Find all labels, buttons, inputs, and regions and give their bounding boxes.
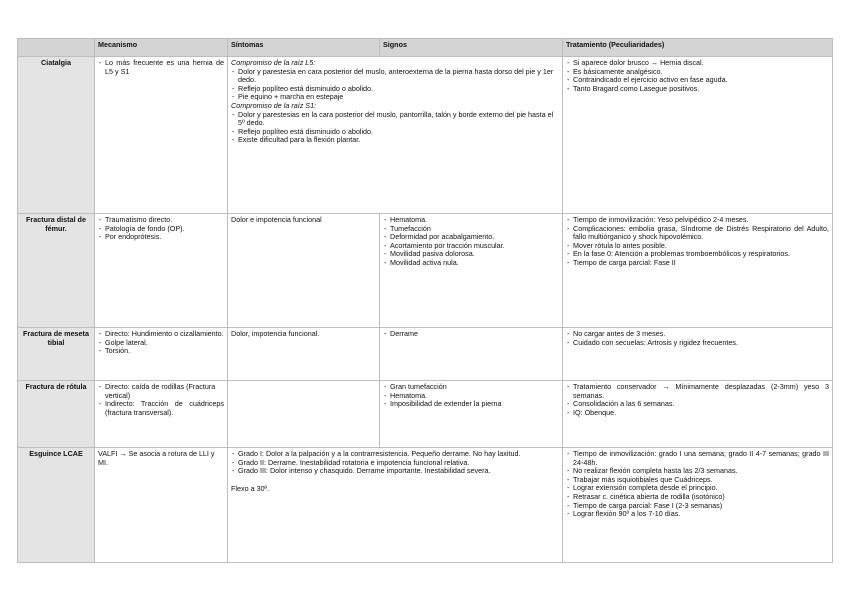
list-item: - Gran tumefacción <box>383 383 559 392</box>
list-item: - No cargar antes de 3 meses. <box>566 330 829 339</box>
mecanismo-cell <box>95 57 228 214</box>
l5-title: Compromiso de la raíz L5: <box>231 58 316 67</box>
list-item: - En la fase 0: Atención a problemas tromboembólicos y respiratorios. <box>566 250 829 259</box>
list-item: - Retrasar c. cinética abierta de rodilla (isotónico) <box>566 493 829 502</box>
header-tratamiento: Tratamiento (Peculiaridades) <box>563 39 833 57</box>
list-item: - Reflejo poplíteo está disminuido o abolido. <box>231 85 559 94</box>
table-row-fractura-femur <box>18 214 833 328</box>
row-label: Fractura de meseta tibial <box>18 328 95 381</box>
mecanismo-cell <box>95 381 228 448</box>
list-item: - Dolor y parestesias en la cara posterior del muslo, pantorrilla, talón y borde externo del pie hasta el 5º dedo. <box>231 111 559 128</box>
list-item: - Complicaciones: embolia grasa, Síndrome de Distrés Respiratorio del Adulto, fallo multiórganico y shock hipovolémico. <box>566 225 829 242</box>
list-item: - Deformidad por acabalgamiento. <box>383 233 559 242</box>
signos-cell <box>380 381 563 448</box>
list-item: - Si aparece dolor brusco → Hernia discal. <box>566 59 829 68</box>
list-item: - Lograr flexión 90º a los 7-10 días. <box>566 510 829 519</box>
row-label: Esguince LCAE <box>18 448 95 563</box>
table-row-rotula <box>18 381 833 448</box>
list-item: - Es básicamente analgésico. <box>566 68 829 77</box>
list-item: - No realizar flexión completa hasta las 2/3 semanas. <box>566 467 829 476</box>
list-item: - Por endoprótesis. <box>98 233 224 242</box>
list-item: - Movilidad pasiva dolorosa. <box>383 250 559 259</box>
list-item: - Reflejo poplíteo está disminuido o abolido. <box>231 128 559 137</box>
list-item: - Consolidación a las 6 semanas. <box>566 400 829 409</box>
list-item: - Directo: Hundimiento o cizallamiento. <box>98 330 224 339</box>
list-item: - Hematoma. <box>383 216 559 225</box>
sintomas-cell <box>228 381 380 448</box>
table-row-meseta-tibial <box>18 328 833 381</box>
list-item: - Tratamiento conservador → Mínimamente desplazadas (2-3mm) yeso 3 semanas. <box>566 383 829 400</box>
list-item: - Lograr extensión completa desde el principio. <box>566 484 829 493</box>
flexo-note: Flexo a 30º. <box>231 483 270 493</box>
s1-title: Compromiso de la raíz S1: <box>231 100 317 110</box>
header-row <box>18 39 833 57</box>
sintomas-signos-cell <box>228 448 563 563</box>
tratamiento-cell <box>563 381 833 448</box>
signos-cell <box>380 214 563 328</box>
row-label: Ciatalgia <box>18 57 95 214</box>
mecanismo-cell <box>95 214 228 328</box>
list-item: - Grado II: Derrame. Inestabilidad rotatoria e impotencia funcional relativa. <box>231 459 559 468</box>
list-item: - Tumefacción <box>383 225 559 234</box>
list-item: - Mover rótula lo antes posible. <box>566 242 829 251</box>
header-signos: Signos <box>380 39 563 57</box>
list-item: - Lo más frecuente es una hernia de L5 y S1 <box>98 59 224 76</box>
list-item: - Contraindicado el ejercicio activo en fase aguda. <box>566 76 829 85</box>
mecanismo-cell <box>95 328 228 381</box>
list-item: - Dolor y parestesia en cara posterior del muslo, anteroexterna de la pierna hasta dorso del pie y 1er dedo. <box>231 68 559 85</box>
list-item: - Existe dificultad para la flexión plantar. <box>231 136 559 145</box>
list-item: - Trabajar más isquiotibiales que Cuádriceps. <box>566 476 829 485</box>
tratamiento-cell <box>563 57 833 214</box>
list-item: - Hematoma. <box>383 392 559 401</box>
mecanismo-cell: VALFI → Se asocia a rotura de LLI y MI. <box>95 448 228 563</box>
sintomas-signos-cell <box>228 57 563 214</box>
pathology-table <box>17 38 833 563</box>
list-item: - Imposibilidad de extender la pierna <box>383 400 559 409</box>
table-row-ciatalgia <box>18 57 833 214</box>
list-item: - Directo: caída de rodillas (Fractura vertical) <box>98 383 224 400</box>
list-item: - Patología de fondo (OP). <box>98 225 224 234</box>
list-item: - Tanto Bragard como Lasegue positivos. <box>566 85 829 94</box>
list-item: - Torsión. <box>98 347 224 356</box>
header-blank <box>18 39 95 57</box>
tratamiento-cell <box>563 328 833 381</box>
list-item: - Grado I: Dolor a la palpación y a la contrarresistencia. Pequeño derrame. No hay laxitud. <box>231 450 559 459</box>
row-label: Fractura distal de fémur. <box>18 214 95 328</box>
sintomas-cell: Dolor e impotencia funcional <box>228 214 380 328</box>
list-item: - Tiempo de inmovilización: grado I una semana; grado II 4-7 semanas; grado III 24-48h. <box>566 450 829 467</box>
header-mecanismo: Mecanismo <box>95 39 228 57</box>
tratamiento-cell <box>563 214 833 328</box>
row-label: Fractura de rótula <box>18 381 95 448</box>
list-item: - Tiempo de carga parcial: Fase II <box>566 259 829 268</box>
list-item: - Tiempo de carga parcial: Fase I (2-3 semanas) <box>566 502 829 511</box>
list-item: - Indirecto: Tracción de cuádriceps (fractura transversal). <box>98 400 224 417</box>
list-item: - Cuidado con secuelas: Artrosis y rigidez frecuentes. <box>566 339 829 348</box>
list-item: - Grado III: Dolor intenso y chasquido. Derrame importante. Inestabilidad severa. <box>231 467 559 476</box>
tratamiento-cell <box>563 448 833 563</box>
list-item: - Acortamiento por tracción muscular. <box>383 242 559 251</box>
list-item: - Golpe lateral. <box>98 339 224 348</box>
signos-cell <box>380 328 563 381</box>
list-item: - Pie equino + marcha en estepaje <box>231 93 559 102</box>
list-item: - Movilidad activa nula. <box>383 259 559 268</box>
list-item: - IQ: Obenque. <box>566 409 829 418</box>
table-row-esguince <box>18 448 833 563</box>
header-sintomas: Síntomas <box>228 39 380 57</box>
list-item: - Derrame <box>383 330 559 339</box>
sintomas-cell: Dolor, impotencia funcional. <box>228 328 380 381</box>
list-item: - Tiempo de inmovilización: Yeso pelvipédico 2-4 meses. <box>566 216 829 225</box>
list-item: - Traumatismo directo. <box>98 216 224 225</box>
